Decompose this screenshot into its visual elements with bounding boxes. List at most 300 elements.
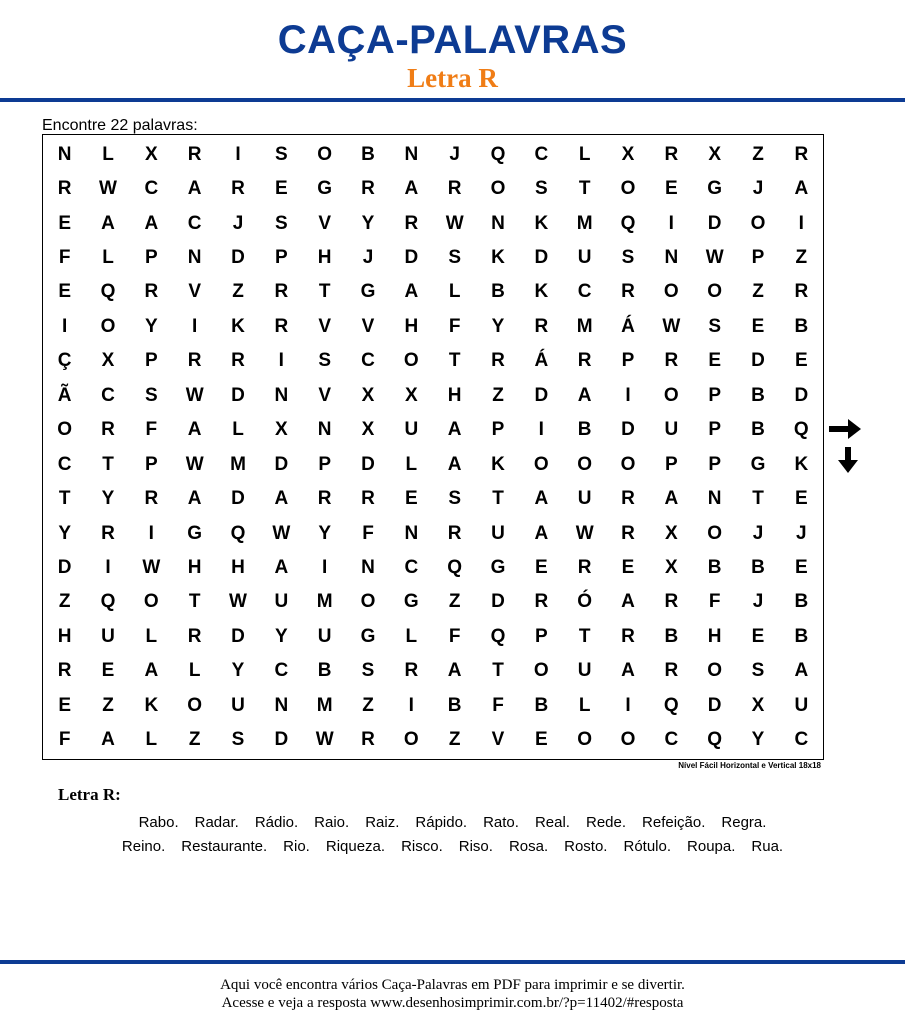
grid-letter: O <box>707 660 723 682</box>
word-list-row-2 <box>0 838 905 856</box>
grid-letter: X <box>101 350 115 372</box>
grid-letter: T <box>188 591 201 613</box>
grid-letter: S <box>144 384 158 406</box>
grid-letter: O <box>533 453 549 475</box>
grid-letter: D <box>274 453 289 475</box>
grid-letter: C <box>794 729 809 751</box>
grid-letter: P <box>664 453 678 475</box>
grid-letter: O <box>707 522 723 544</box>
grid-letter: N <box>491 212 505 234</box>
grid-letter: P <box>708 419 721 441</box>
grid-letter: V <box>491 729 505 751</box>
grid-letter: W <box>445 212 464 234</box>
grid-letter: P <box>274 247 288 269</box>
grid-letter: R <box>664 591 679 613</box>
grid-letter: O <box>533 660 549 682</box>
grid-letter: O <box>143 591 159 613</box>
grid-letter: C <box>577 281 592 303</box>
grid-letter: F <box>58 247 71 269</box>
word-item: Rápido. <box>415 814 468 831</box>
grid-letter: C <box>404 557 419 579</box>
grid-letter: A <box>447 419 462 441</box>
grid-letter: A <box>447 453 462 475</box>
page-subtitle: Letra R <box>407 63 498 93</box>
grid-letter: B <box>577 419 592 441</box>
grid-letter: A <box>101 212 115 234</box>
grid-letter: P <box>621 350 635 372</box>
grid-letter: K <box>794 453 809 475</box>
grid-letter: N <box>361 557 375 579</box>
grid-letter: R <box>491 350 505 372</box>
grid-letter: R <box>534 591 549 613</box>
grid-letter: P <box>534 625 548 647</box>
grid-letter: E <box>664 178 678 200</box>
grid-letter: R <box>447 522 462 544</box>
word-item: Rede. <box>585 814 627 831</box>
grid-letter: B <box>751 384 765 406</box>
grid-letter: U <box>577 247 592 269</box>
grid-letter: A <box>534 488 549 510</box>
grid-letter: K <box>491 453 505 475</box>
grid-letter: F <box>492 694 504 716</box>
grid-letter: S <box>708 315 721 337</box>
grid-letter: A <box>101 729 115 751</box>
grid-letter: R <box>187 143 202 165</box>
grid-letter: D <box>491 591 505 613</box>
grid-letter: O <box>317 143 333 165</box>
grid-letter: E <box>58 694 71 716</box>
grid-letter: D <box>707 212 722 234</box>
grid-letter: F <box>362 522 374 544</box>
grid-letter: R <box>187 625 202 647</box>
grid-letter: Z <box>448 729 461 751</box>
grid-letter: B <box>794 591 809 613</box>
grid-letter: A <box>404 281 419 303</box>
word-item: Rato. <box>483 814 519 831</box>
grid-letter: A <box>144 212 159 234</box>
grid-letter: T <box>102 453 114 475</box>
grid-letter: C <box>101 384 115 406</box>
grid-letter: B <box>447 694 462 716</box>
grid-letter: M <box>316 694 333 716</box>
grid-letter: R <box>57 660 72 682</box>
grid-letter: O <box>57 419 73 441</box>
grid-letter: R <box>144 281 159 303</box>
grid-letter: E <box>274 178 288 200</box>
grid-letter: S <box>621 247 635 269</box>
word-item: Roupa. <box>687 838 736 855</box>
grid-letter: Q <box>620 212 636 234</box>
grid-letter: G <box>360 281 376 303</box>
grid-letter: T <box>318 281 331 303</box>
grid-letter: X <box>664 557 678 579</box>
grid-letter: D <box>231 247 245 269</box>
grid-letter: D <box>621 419 635 441</box>
word-item: Radar. <box>194 814 239 831</box>
grid-letter: I <box>235 143 241 165</box>
grid-letter: O <box>663 281 679 303</box>
grid-letter: Y <box>491 315 505 337</box>
grid-letter: Q <box>707 729 723 751</box>
grid-letter: S <box>231 729 245 751</box>
word-search-grid <box>42 134 824 760</box>
grid-letter: W <box>575 522 594 544</box>
grid-letter: Z <box>752 281 764 303</box>
grid-letter: Y <box>144 315 158 337</box>
grid-letter: L <box>578 694 591 716</box>
grid-letter: D <box>274 729 289 751</box>
grid-letter: Y <box>231 660 245 682</box>
word-item: Restaurante. <box>181 838 268 855</box>
word-item: Rua. <box>751 838 784 855</box>
grid-letter: C <box>664 729 679 751</box>
grid-letter: S <box>751 660 765 682</box>
grid-letter: O <box>360 591 376 613</box>
grid-letter: P <box>144 247 158 269</box>
grid-letter: W <box>662 315 681 337</box>
instruction-text: Encontre 22 palavras: <box>42 117 198 134</box>
grid-letter: P <box>751 247 765 269</box>
grid-letter: Z <box>448 591 461 613</box>
grid-letter: R <box>317 488 332 510</box>
word-item: Reino. <box>121 838 166 855</box>
grid-letter: I <box>192 315 198 337</box>
grid-letter: S <box>318 350 331 372</box>
grid-letter: P <box>491 419 505 441</box>
word-item: Rótulo. <box>623 838 672 855</box>
grid-letter: R <box>621 281 635 303</box>
grid-letter: S <box>274 212 288 234</box>
grid-letter: Á <box>534 350 549 372</box>
grid-letter: K <box>534 212 549 234</box>
grid-letter: T <box>492 488 504 510</box>
grid-letter: E <box>794 557 808 579</box>
grid-letter: M <box>316 591 333 613</box>
grid-letter: P <box>144 350 158 372</box>
grid-letter: Z <box>795 247 808 269</box>
grid-letter: V <box>361 315 375 337</box>
grid-letter: X <box>751 694 765 716</box>
grid-letter: K <box>144 694 159 716</box>
grid-letter: X <box>361 419 375 441</box>
grid-letter: R <box>144 488 159 510</box>
grid-letter: D <box>794 384 809 406</box>
grid-letter: G <box>317 178 333 200</box>
grid-letter: B <box>534 694 549 716</box>
grid-letter: X <box>708 143 721 165</box>
grid-letter: W <box>142 557 161 579</box>
grid-letter: Z <box>492 384 504 406</box>
grid-letter: S <box>448 488 461 510</box>
grid-letter: D <box>361 453 375 475</box>
top-divider <box>0 98 905 102</box>
grid-letter: N <box>707 488 722 510</box>
grid-letter: Á <box>621 315 635 337</box>
grid-letter: O <box>620 453 636 475</box>
grid-letter: R <box>404 212 419 234</box>
grid-letter: E <box>534 557 548 579</box>
grid-letter: L <box>102 143 114 165</box>
grid-letter: N <box>404 143 419 165</box>
grid-letter: Z <box>102 694 114 716</box>
grid-letter: R <box>187 350 202 372</box>
grid-letter: R <box>361 488 375 510</box>
grid-letter: Y <box>751 729 765 751</box>
grid-letter: Q <box>490 143 506 165</box>
grid-letter: Z <box>58 591 71 613</box>
grid-letter: Z <box>232 281 244 303</box>
grid-letter: E <box>58 212 71 234</box>
word-item: Riso. <box>458 838 493 855</box>
grid-letter: X <box>621 143 635 165</box>
grid-letter: E <box>794 350 808 372</box>
grid-letter: R <box>621 488 635 510</box>
grid-letter: O <box>620 729 636 751</box>
grid-letter: I <box>62 315 68 337</box>
grid-letter: Ó <box>577 591 593 613</box>
grid-letter: A <box>187 419 202 441</box>
grid-letter: L <box>102 247 114 269</box>
grid-letter: Ç <box>57 350 72 372</box>
grid-letter: T <box>492 660 504 682</box>
letter-grid <box>43 135 823 759</box>
grid-letter: R <box>794 143 809 165</box>
grid-letter: X <box>144 143 158 165</box>
grid-letter: F <box>145 419 158 441</box>
grid-letter: T <box>58 488 71 510</box>
grid-letter: R <box>664 660 679 682</box>
grid-letter: K <box>534 281 549 303</box>
word-item: Rádio. <box>254 814 299 831</box>
grid-letter: B <box>794 625 809 647</box>
grid-letter: V <box>318 384 331 406</box>
grid-letter: S <box>534 178 548 200</box>
grid-letter: Q <box>490 625 506 647</box>
grid-letter: Z <box>752 143 764 165</box>
grid-letter: I <box>668 212 674 234</box>
grid-letter: J <box>752 591 764 613</box>
grid-letter: O <box>620 178 636 200</box>
grid-letter: R <box>794 281 809 303</box>
grid-letter: O <box>403 350 419 372</box>
level-note: Nível Fácil Horizontal e Vertical 18x18 <box>678 761 821 770</box>
grid-letter: R <box>621 625 635 647</box>
grid-letter: B <box>664 625 679 647</box>
grid-letter: L <box>145 625 158 647</box>
grid-letter: B <box>751 419 765 441</box>
grid-letter: A <box>447 660 462 682</box>
grid-letter: I <box>408 694 414 716</box>
grid-letter: E <box>708 350 721 372</box>
grid-letter: D <box>404 247 419 269</box>
grid-letter: D <box>751 350 765 372</box>
grid-letter: N <box>664 247 679 269</box>
grid-letter: Z <box>188 729 201 751</box>
grid-letter: M <box>576 315 593 337</box>
grid-letter: I <box>798 212 804 234</box>
grid-letter: J <box>752 178 764 200</box>
grid-letter: R <box>664 143 679 165</box>
grid-letter: R <box>577 350 592 372</box>
grid-letter: D <box>707 694 722 716</box>
grid-letter: L <box>405 453 418 475</box>
grid-letter: A <box>621 660 635 682</box>
grid-letter: W <box>272 522 291 544</box>
grid-letter: B <box>317 660 332 682</box>
grid-letter: E <box>404 488 418 510</box>
grid-letter: J <box>752 522 764 544</box>
grid-letter: R <box>447 178 462 200</box>
grid-letter: N <box>274 694 289 716</box>
grid-letter: N <box>57 143 72 165</box>
grid-letter: A <box>794 660 809 682</box>
grid-letter: Q <box>663 694 679 716</box>
grid-letter: F <box>448 315 461 337</box>
grid-letter: Y <box>101 488 115 510</box>
grid-letter: A <box>577 384 592 406</box>
grid-letter: A <box>144 660 159 682</box>
grid-letter: R <box>534 315 549 337</box>
grid-letter: F <box>448 625 461 647</box>
grid-letter: R <box>404 660 419 682</box>
grid-letter: D <box>231 488 245 510</box>
grid-letter: A <box>534 522 549 544</box>
grid-letter: S <box>448 247 461 269</box>
grid-letter: U <box>231 694 245 716</box>
grid-letter: O <box>100 315 116 337</box>
grid-letter: N <box>317 419 332 441</box>
grid-letter: O <box>663 384 679 406</box>
grid-letter: E <box>751 625 765 647</box>
word-item: Rabo. <box>138 814 179 831</box>
grid-letter: I <box>625 384 631 406</box>
footer-link-text: Acesse e veja a resposta www.desenhosimprimir.com.br/?p=11402/#resposta <box>221 995 684 1011</box>
arrow-down-icon <box>836 446 860 474</box>
grid-letter: Q <box>793 419 809 441</box>
grid-letter: A <box>274 488 289 510</box>
word-item: Rosa. <box>508 838 549 855</box>
grid-letter: A <box>794 178 809 200</box>
grid-letter: Z <box>362 694 374 716</box>
arrow-right-icon <box>828 417 862 441</box>
grid-letter: W <box>99 178 117 200</box>
grid-letter: R <box>101 522 115 544</box>
word-item: Rio. <box>283 838 310 855</box>
grid-letter: P <box>708 453 721 475</box>
word-item: Riqueza. <box>325 838 386 855</box>
grid-letter: L <box>405 625 418 647</box>
grid-letter: U <box>577 488 592 510</box>
grid-letter: W <box>185 384 204 406</box>
grid-letter: D <box>534 384 549 406</box>
word-list-heading: Letra R: <box>58 785 121 804</box>
grid-letter: C <box>57 453 72 475</box>
grid-letter: U <box>577 660 592 682</box>
grid-letter: P <box>708 384 721 406</box>
grid-letter: O <box>490 178 506 200</box>
grid-letter: J <box>796 522 807 544</box>
grid-letter: L <box>188 660 201 682</box>
grid-letter: N <box>404 522 419 544</box>
grid-letter: C <box>274 660 289 682</box>
word-item: Regra. <box>721 814 767 831</box>
grid-letter: G <box>707 178 723 200</box>
grid-letter: X <box>404 384 418 406</box>
grid-letter: R <box>101 419 115 441</box>
page-title: CAÇA-PALAVRAS <box>277 18 628 62</box>
grid-letter: G <box>360 625 376 647</box>
grid-letter: W <box>185 453 204 475</box>
grid-letter: H <box>317 247 332 269</box>
word-item: Refeição. <box>642 814 706 831</box>
grid-letter: Q <box>100 591 116 613</box>
grid-letter: D <box>231 625 245 647</box>
grid-letter: N <box>187 247 202 269</box>
grid-letter: X <box>664 522 678 544</box>
grid-letter: B <box>751 557 765 579</box>
grid-letter: U <box>794 694 809 716</box>
grid-letter: R <box>361 729 375 751</box>
grid-letter: T <box>752 488 764 510</box>
grid-letter: G <box>187 522 203 544</box>
grid-letter: N <box>274 384 289 406</box>
grid-letter: D <box>231 384 245 406</box>
grid-letter: T <box>578 625 591 647</box>
grid-letter: P <box>144 453 158 475</box>
grid-letter: Y <box>274 625 288 647</box>
grid-letter: Ã <box>57 384 72 406</box>
grid-letter: H <box>187 557 202 579</box>
grid-letter: A <box>404 178 419 200</box>
grid-letter: H <box>231 557 245 579</box>
grid-letter: S <box>274 143 288 165</box>
grid-letter: R <box>664 350 679 372</box>
grid-letter: O <box>577 729 593 751</box>
grid-letter: A <box>187 488 202 510</box>
grid-letter: U <box>317 625 332 647</box>
grid-letter: R <box>57 178 72 200</box>
grid-letter: O <box>707 281 723 303</box>
word-item: Real. <box>534 814 570 831</box>
grid-letter: M <box>576 212 593 234</box>
grid-letter: Q <box>230 522 246 544</box>
grid-letter: G <box>403 591 419 613</box>
grid-letter: F <box>708 591 721 613</box>
footer-text: Aqui você encontra vários Caça-Palavras em PDF para imprimir e se divertir. <box>220 977 685 993</box>
grid-letter: V <box>318 315 331 337</box>
grid-letter: L <box>578 143 591 165</box>
grid-letter: Q <box>447 557 463 579</box>
word-list-row-1 <box>0 814 905 832</box>
grid-letter: B <box>707 557 722 579</box>
grid-letter: R <box>274 281 289 303</box>
grid-letter: Q <box>100 281 116 303</box>
grid-letter: C <box>361 350 375 372</box>
bottom-divider <box>0 960 905 964</box>
grid-letter: U <box>664 419 679 441</box>
grid-letter: J <box>362 247 374 269</box>
grid-letter: E <box>751 315 765 337</box>
grid-letter: M <box>230 453 246 475</box>
grid-letter: U <box>404 419 419 441</box>
grid-letter: P <box>318 453 331 475</box>
grid-letter: G <box>750 453 766 475</box>
grid-letter: V <box>318 212 331 234</box>
grid-letter: C <box>187 212 202 234</box>
grid-letter: U <box>491 522 505 544</box>
word-item: Rosto. <box>564 838 608 855</box>
grid-letter: I <box>625 694 631 716</box>
